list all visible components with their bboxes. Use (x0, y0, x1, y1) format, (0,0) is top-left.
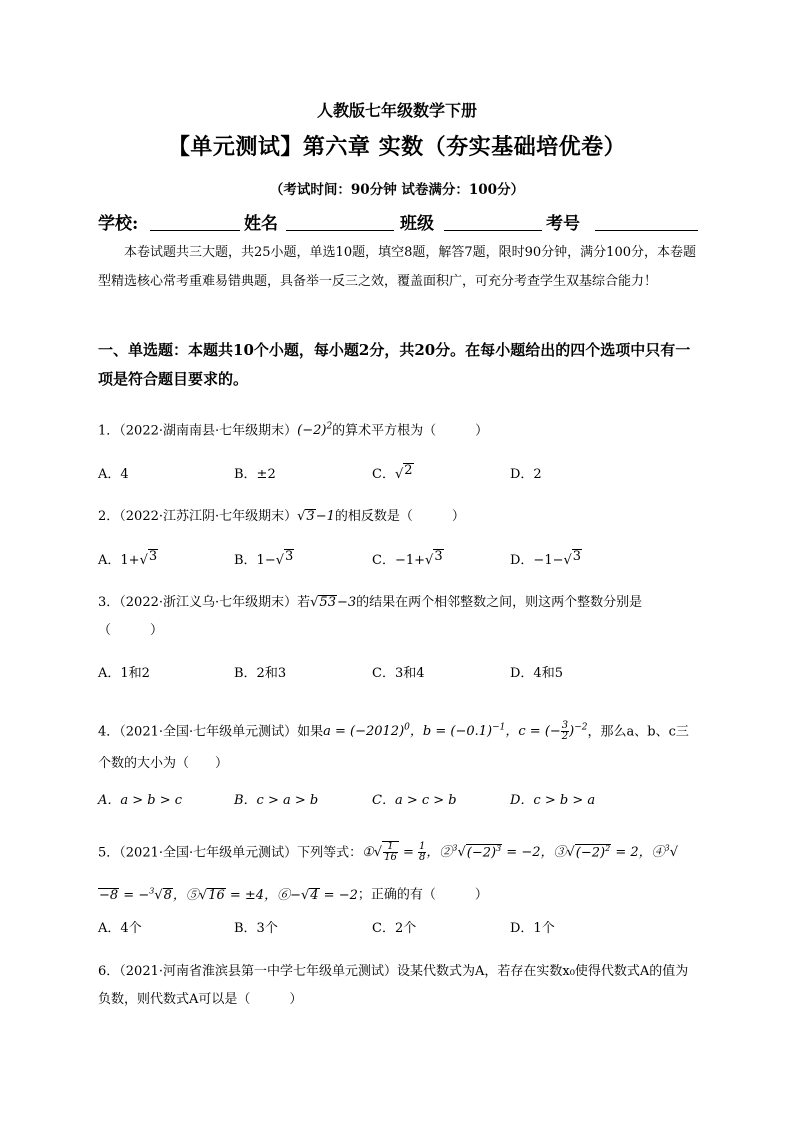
q1-option-a[interactable]: A．4 (98, 467, 129, 482)
q2-option-c[interactable]: C．−1+√ 3 (372, 549, 443, 568)
q5-source: 5．（2021·全国·七年级单元测试）下列等式： (98, 845, 363, 861)
name-blank[interactable] (286, 230, 394, 231)
q3-options (98, 662, 698, 684)
q4-options (98, 789, 698, 811)
class-label: 班级 (400, 214, 434, 234)
question-6: 6．（2021·河南省淮滨县第一中学七年级单元测试）设某代数式为A，若存在实数x₀使得代数式A的值为负数，则代数式A可以是（ ） (98, 964, 689, 1007)
q2-stem: 的相反数是（ ） (334, 509, 465, 524)
q4-option-d[interactable]: D．c > b > a (510, 793, 596, 808)
q3-option-d[interactable]: D．4和5 (510, 666, 563, 681)
section-heading: 一、单选题：本题共10个小题，每小题2分，共20分。在每小题给出的四个选项中只有一项是符合题目要求的。 (98, 341, 691, 388)
q5-stem: ；正确的有（ ） (357, 887, 488, 903)
exam-meta: （考试时间：90分钟 试卷满分：100分） (269, 182, 525, 198)
q2-source: 2．（2022·江苏江阴·七年级期末） (98, 509, 298, 524)
q1-options (98, 463, 698, 485)
q5-expr: ①√ $\frac{1}{16}$ = $\frac{1}{8}$ ，$②^3√(-2)^3 = -2$，$③√(-2)^2 = 2$，④$^3$√−8 = −$^3$√8，⑤√16 = ±4，⑥−√4 = −2 (99, 841, 679, 903)
class-blank[interactable] (444, 230, 542, 231)
school-label: 学校: (98, 214, 139, 234)
q1-expr: $(-2)^2$ (297, 422, 333, 439)
intro-paragraph (98, 239, 698, 296)
q1-stem: 的算术平方根为（ ） (332, 423, 489, 439)
student-info-line (98, 209, 698, 235)
q5-options (98, 917, 698, 939)
exam-no-blank[interactable] (595, 230, 698, 231)
q4-expr: $a = (-2012)^0$，$b = (-0.1)^{-1}$，c = (− $\frac{3}{2}$ )$^{-2}$ (323, 720, 588, 743)
q5-option-b[interactable]: B．3个 (234, 921, 278, 936)
q1-option-b[interactable]: B．±2 (234, 467, 276, 482)
q2-option-c-label: C．−1+ (372, 553, 426, 568)
question-2 (98, 503, 698, 531)
q4-option-b[interactable]: B．c > a > b (234, 793, 319, 808)
book-subtitle: 人教版七年级数学下册 (316, 101, 477, 120)
q4-source: 4．（2021·全国·七年级单元测试）如果 (98, 724, 324, 740)
q3-expr: √53−3 (310, 595, 357, 610)
q5-option-d[interactable]: D．1个 (510, 921, 555, 936)
q2-option-a[interactable]: A．1+√ 3 (98, 549, 158, 568)
intro-text: 本卷试题共三大题，共25小题，单选10题，填空8题，解答7题，限时90分钟，满分100分，本卷题型精选核心常考重难易错典题，具备举一反三之效，覆盖面积广，可充分考查学生双基综合能力！ (98, 245, 696, 289)
exam-title: 【单元测试】第六章 实数（夯实基础培优卷） (167, 134, 627, 160)
q3-source: 3．（2022·浙江义乌·七年级期末）若 (98, 595, 311, 610)
question-3 (98, 589, 698, 645)
q3-option-c[interactable]: C．3和4 (372, 666, 425, 681)
name-label: 姓名 (244, 214, 278, 234)
q1-source: 1．（2022·湖南南县·七年级期末） (98, 423, 298, 439)
exam-no-label: 考号 (546, 214, 580, 234)
q4-option-a[interactable]: A．a > b > c (98, 793, 183, 808)
q5-option-a[interactable]: A．4个 (98, 921, 142, 936)
q3-option-a[interactable]: A．1和2 (98, 666, 150, 681)
question-4 (98, 712, 698, 780)
q2-option-d[interactable]: D．−1−√ 3 (510, 549, 582, 568)
q2-options (98, 549, 698, 571)
q4-option-c[interactable]: C．a > c > b (372, 793, 457, 808)
q2-option-d-label: D．−1− (510, 553, 564, 568)
q2-option-b-label: B．1− (234, 553, 276, 568)
q2-option-a-label: A．1+ (98, 553, 140, 568)
q1-option-c[interactable]: C．√ 2 (372, 463, 413, 482)
q1-option-c-label: C． (372, 467, 395, 482)
q5-option-c[interactable]: C．2个 (372, 921, 417, 936)
q1-option-d[interactable]: D．2 (510, 467, 542, 482)
question-5 (98, 830, 698, 915)
q2-option-b[interactable]: B．1−√ 3 (234, 549, 294, 568)
q4-stem: ，那么a、b、c三个数的大小为（ ） (98, 724, 689, 772)
school-blank[interactable] (150, 230, 240, 231)
q3-stem: 的结果在两个相邻整数之间，则这两个整数分别是（ ） (98, 595, 643, 638)
q3-option-b[interactable]: B．2和3 (234, 666, 287, 681)
question-1 (98, 413, 698, 445)
q2-expr: √3−1 (297, 509, 335, 524)
